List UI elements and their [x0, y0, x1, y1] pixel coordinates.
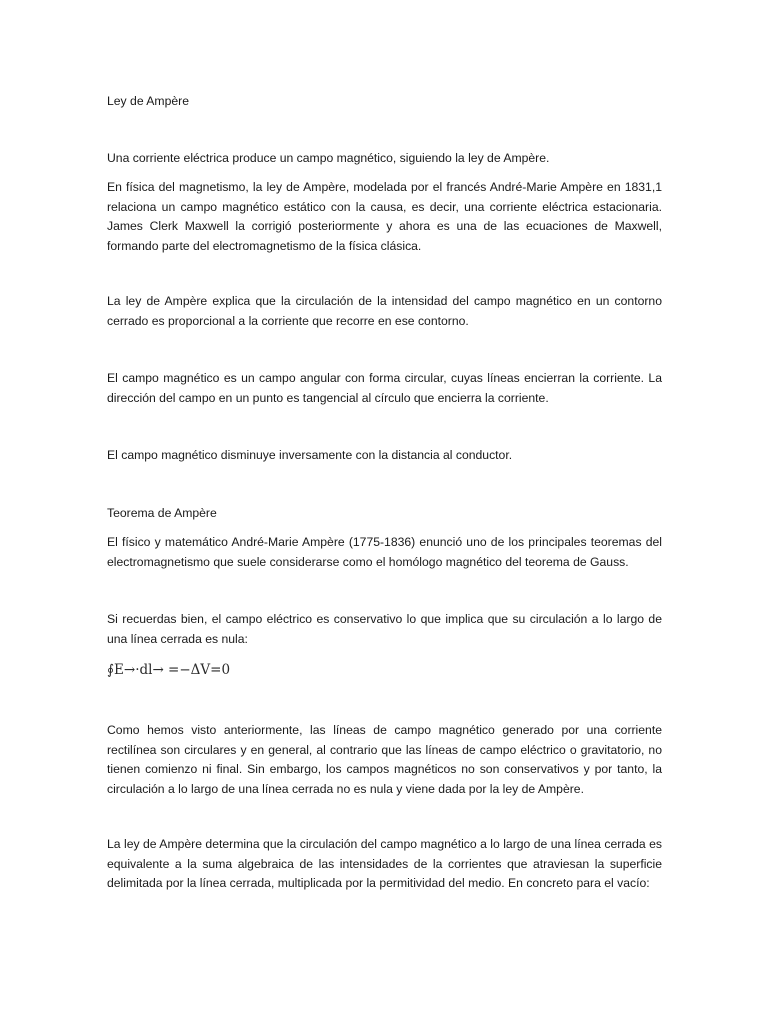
formula-electric-circulation: ∮E→·dl→ =−ΔV=0: [107, 662, 231, 678]
paragraph-intro: Una corriente eléctrica produce un campo magnético, siguiendo la ley de Ampère.: [107, 151, 550, 165]
heading-teorema-de-ampere: Teorema de Ampère: [107, 506, 217, 520]
paragraph-distance: El campo magnético disminuye inversamente con la distancia al conductor.: [107, 448, 513, 462]
paragraph-ampere-law-statement: La ley de Ampère determina que la circulación del campo magnético a lo largo de una línea cerrada es equivalente a la suma algebraica de las intensidades de la corrientes que atraviesan la superficie delimitada por la línea cerrada, multiplicada por la permitividad del medio. En concreto para el vacío:: [107, 837, 662, 890]
heading-ley-de-ampere: Ley de Ampère: [107, 94, 189, 108]
paragraph-ampere-biography: El físico y matemático André-Marie Ampère (1775-1836) enunció uno de los principales teoremas del electromagnetismo que suele considerarse como el homólogo magnético del teorema de Gauss.: [107, 535, 662, 569]
paragraph-conservative-field: Si recuerdas bien, el campo eléctrico es conservativo lo que implica que su circulación a lo largo de una línea cerrada es nula:: [107, 612, 662, 646]
paragraph-definition: En física del magnetismo, la ley de Ampère, modelada por el francés André-Marie Ampère en 1831,1 relaciona un campo magnético estático con la causa, es decir, una corriente eléctrica estacionaria. James Clerk Maxwell la corrigió posteriormente y ahora es una de las ecuaciones de Maxwell, formando parte del electromagnetismo de la física clásica.: [107, 180, 662, 253]
paragraph-angular-field: El campo magnético es un campo angular con forma circular, cuyas líneas encierran la corriente. La dirección del campo en un punto es tangencial al círculo que encierra la corriente.: [107, 371, 662, 405]
paragraph-magnetic-lines: Como hemos visto anteriormente, las líneas de campo magnético generado por una corriente rectilínea son circulares y en general, al contrario que las líneas de campo eléctrico o gravitatorio, no tienen comienzo ni final. Sin embargo, los campos magnéticos no son conservativos y por tanto, la circulación a lo largo de una línea cerrada no es nula y viene dada por la ley de Ampère.: [107, 723, 662, 796]
paragraph-circulation: La ley de Ampère explica que la circulación de la intensidad del campo magnético en un contorno cerrado es proporcional a la corriente que recorre en ese contorno.: [107, 294, 662, 328]
